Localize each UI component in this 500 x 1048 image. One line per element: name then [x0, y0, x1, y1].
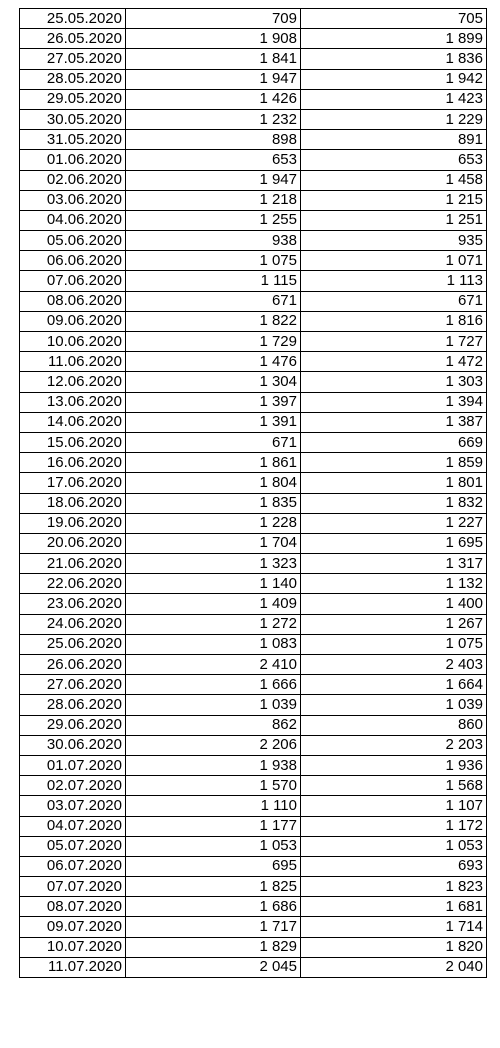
date-cell: 12.06.2020: [20, 372, 126, 392]
value-a-cell: 2 206: [126, 735, 301, 755]
table-row: [20, 231, 487, 251]
table-row: [20, 89, 487, 109]
value-b-cell: 1 859: [301, 453, 487, 473]
date-cell: 01.06.2020: [20, 150, 126, 170]
value-a-cell: 2 410: [126, 655, 301, 675]
date-cell: 07.06.2020: [20, 271, 126, 291]
value-b-cell: 669: [301, 432, 487, 452]
table-row: [20, 836, 487, 856]
date-cell: 05.06.2020: [20, 231, 126, 251]
table-row: [20, 655, 487, 675]
date-cell: 04.07.2020: [20, 816, 126, 836]
date-cell: 19.06.2020: [20, 513, 126, 533]
table-row: [20, 755, 487, 775]
date-cell: 20.06.2020: [20, 533, 126, 553]
value-b-cell: 1 227: [301, 513, 487, 533]
date-cell: 17.06.2020: [20, 473, 126, 493]
value-a-cell: 1 570: [126, 776, 301, 796]
date-cell: 26.06.2020: [20, 655, 126, 675]
date-cell: 30.06.2020: [20, 735, 126, 755]
date-cell: 11.07.2020: [20, 957, 126, 977]
table-row: [20, 29, 487, 49]
date-cell: 15.06.2020: [20, 432, 126, 452]
value-a-cell: 1 822: [126, 311, 301, 331]
table-row: [20, 130, 487, 150]
table-row: [20, 776, 487, 796]
table-row: [20, 917, 487, 937]
table-row: [20, 432, 487, 452]
value-b-cell: 1 832: [301, 493, 487, 513]
table-row: [20, 49, 487, 69]
value-a-cell: 1 908: [126, 29, 301, 49]
table-body: [20, 9, 487, 978]
table-row: [20, 352, 487, 372]
date-cell: 08.07.2020: [20, 897, 126, 917]
table-row: [20, 877, 487, 897]
date-cell: 11.06.2020: [20, 352, 126, 372]
value-a-cell: 1 232: [126, 109, 301, 129]
value-b-cell: 1 267: [301, 614, 487, 634]
table-row: [20, 473, 487, 493]
table-row: [20, 594, 487, 614]
value-a-cell: 1 255: [126, 210, 301, 230]
date-cell: 03.07.2020: [20, 796, 126, 816]
value-b-cell: 1 472: [301, 352, 487, 372]
value-a-cell: 1 272: [126, 614, 301, 634]
table-row: [20, 150, 487, 170]
value-a-cell: 1 841: [126, 49, 301, 69]
table-row: [20, 533, 487, 553]
value-a-cell: 1 115: [126, 271, 301, 291]
table-row: [20, 69, 487, 89]
date-cell: 29.05.2020: [20, 89, 126, 109]
value-a-cell: 1 228: [126, 513, 301, 533]
table-row: [20, 332, 487, 352]
data-table: [19, 8, 487, 978]
table-row: [20, 695, 487, 715]
date-cell: 22.06.2020: [20, 574, 126, 594]
value-a-cell: 898: [126, 130, 301, 150]
value-a-cell: 1 947: [126, 69, 301, 89]
value-b-cell: 1 394: [301, 392, 487, 412]
table-row: [20, 574, 487, 594]
table-row: [20, 856, 487, 876]
value-a-cell: 1 391: [126, 412, 301, 432]
table-row: [20, 392, 487, 412]
value-b-cell: 1 229: [301, 109, 487, 129]
value-b-cell: 705: [301, 9, 487, 29]
date-cell: 06.06.2020: [20, 251, 126, 271]
value-b-cell: 935: [301, 231, 487, 251]
value-a-cell: 1 083: [126, 634, 301, 654]
table-row: [20, 675, 487, 695]
value-b-cell: 1 820: [301, 937, 487, 957]
date-cell: 21.06.2020: [20, 554, 126, 574]
value-b-cell: 1 387: [301, 412, 487, 432]
table-row: [20, 291, 487, 311]
date-cell: 03.06.2020: [20, 190, 126, 210]
value-a-cell: 938: [126, 231, 301, 251]
value-a-cell: 1 409: [126, 594, 301, 614]
date-cell: 23.06.2020: [20, 594, 126, 614]
table-row: [20, 614, 487, 634]
value-a-cell: 1 861: [126, 453, 301, 473]
table-row: [20, 412, 487, 432]
value-a-cell: 1 666: [126, 675, 301, 695]
date-cell: 08.06.2020: [20, 291, 126, 311]
value-a-cell: 1 323: [126, 554, 301, 574]
value-a-cell: 1 426: [126, 89, 301, 109]
table-row: [20, 554, 487, 574]
value-b-cell: 1 695: [301, 533, 487, 553]
value-b-cell: 1 568: [301, 776, 487, 796]
date-cell: 16.06.2020: [20, 453, 126, 473]
date-cell: 13.06.2020: [20, 392, 126, 412]
date-cell: 10.07.2020: [20, 937, 126, 957]
date-cell: 06.07.2020: [20, 856, 126, 876]
value-b-cell: 1 172: [301, 816, 487, 836]
value-b-cell: 1 816: [301, 311, 487, 331]
value-b-cell: 1 303: [301, 372, 487, 392]
value-b-cell: 2 203: [301, 735, 487, 755]
table-row: [20, 372, 487, 392]
date-cell: 18.06.2020: [20, 493, 126, 513]
value-a-cell: 695: [126, 856, 301, 876]
value-a-cell: 1 053: [126, 836, 301, 856]
value-b-cell: 1 075: [301, 634, 487, 654]
date-cell: 10.06.2020: [20, 332, 126, 352]
table-row: [20, 715, 487, 735]
table-row: [20, 453, 487, 473]
value-a-cell: 1 686: [126, 897, 301, 917]
table-row: [20, 190, 487, 210]
date-cell: 26.05.2020: [20, 29, 126, 49]
value-a-cell: 1 717: [126, 917, 301, 937]
date-cell: 29.06.2020: [20, 715, 126, 735]
date-cell: 09.07.2020: [20, 917, 126, 937]
value-a-cell: 1 476: [126, 352, 301, 372]
table-row: [20, 493, 487, 513]
table-row: [20, 634, 487, 654]
value-a-cell: 1 829: [126, 937, 301, 957]
table-row: [20, 9, 487, 29]
value-b-cell: 2 403: [301, 655, 487, 675]
value-b-cell: 1 107: [301, 796, 487, 816]
date-cell: 09.06.2020: [20, 311, 126, 331]
value-a-cell: 671: [126, 291, 301, 311]
value-a-cell: 709: [126, 9, 301, 29]
value-b-cell: 1 215: [301, 190, 487, 210]
value-b-cell: 1 132: [301, 574, 487, 594]
value-a-cell: 1 804: [126, 473, 301, 493]
table-row: [20, 210, 487, 230]
value-b-cell: 1 039: [301, 695, 487, 715]
value-a-cell: 671: [126, 432, 301, 452]
date-cell: 25.05.2020: [20, 9, 126, 29]
table-row: [20, 937, 487, 957]
table-row: [20, 513, 487, 533]
value-b-cell: 891: [301, 130, 487, 150]
value-a-cell: 1 397: [126, 392, 301, 412]
value-b-cell: 1 317: [301, 554, 487, 574]
value-a-cell: 1 938: [126, 755, 301, 775]
value-b-cell: 1 664: [301, 675, 487, 695]
table-row: [20, 735, 487, 755]
value-b-cell: 693: [301, 856, 487, 876]
value-b-cell: 2 040: [301, 957, 487, 977]
value-b-cell: 1 942: [301, 69, 487, 89]
table-row: [20, 271, 487, 291]
date-cell: 05.07.2020: [20, 836, 126, 856]
date-cell: 30.05.2020: [20, 109, 126, 129]
value-a-cell: 1 835: [126, 493, 301, 513]
table-row: [20, 251, 487, 271]
value-a-cell: 2 045: [126, 957, 301, 977]
date-cell: 31.05.2020: [20, 130, 126, 150]
value-a-cell: 653: [126, 150, 301, 170]
value-a-cell: 862: [126, 715, 301, 735]
table-row: [20, 897, 487, 917]
date-cell: 27.06.2020: [20, 675, 126, 695]
value-a-cell: 1 825: [126, 877, 301, 897]
value-b-cell: 671: [301, 291, 487, 311]
value-b-cell: 1 113: [301, 271, 487, 291]
value-a-cell: 1 729: [126, 332, 301, 352]
date-cell: 14.06.2020: [20, 412, 126, 432]
date-cell: 28.06.2020: [20, 695, 126, 715]
table-row: [20, 311, 487, 331]
value-a-cell: 1 039: [126, 695, 301, 715]
value-b-cell: 653: [301, 150, 487, 170]
value-a-cell: 1 304: [126, 372, 301, 392]
value-a-cell: 1 140: [126, 574, 301, 594]
value-b-cell: 1 071: [301, 251, 487, 271]
table-row: [20, 957, 487, 977]
date-cell: 24.06.2020: [20, 614, 126, 634]
value-b-cell: 1 823: [301, 877, 487, 897]
value-b-cell: 1 400: [301, 594, 487, 614]
value-a-cell: 1 177: [126, 816, 301, 836]
date-cell: 28.05.2020: [20, 69, 126, 89]
value-b-cell: 1 727: [301, 332, 487, 352]
date-cell: 07.07.2020: [20, 877, 126, 897]
date-cell: 27.05.2020: [20, 49, 126, 69]
table-row: [20, 170, 487, 190]
value-a-cell: 1 947: [126, 170, 301, 190]
value-b-cell: 1 801: [301, 473, 487, 493]
date-cell: 02.06.2020: [20, 170, 126, 190]
value-a-cell: 1 075: [126, 251, 301, 271]
value-b-cell: 1 681: [301, 897, 487, 917]
date-cell: 25.06.2020: [20, 634, 126, 654]
date-cell: 02.07.2020: [20, 776, 126, 796]
date-cell: 04.06.2020: [20, 210, 126, 230]
table-row: [20, 796, 487, 816]
table-row: [20, 109, 487, 129]
value-b-cell: 1 458: [301, 170, 487, 190]
date-cell: 01.07.2020: [20, 755, 126, 775]
table-row: [20, 816, 487, 836]
value-b-cell: 1 899: [301, 29, 487, 49]
value-b-cell: 1 936: [301, 755, 487, 775]
value-b-cell: 1 836: [301, 49, 487, 69]
value-b-cell: 1 714: [301, 917, 487, 937]
value-b-cell: 1 251: [301, 210, 487, 230]
value-b-cell: 1 053: [301, 836, 487, 856]
value-a-cell: 1 704: [126, 533, 301, 553]
value-b-cell: 860: [301, 715, 487, 735]
value-b-cell: 1 423: [301, 89, 487, 109]
value-a-cell: 1 110: [126, 796, 301, 816]
value-a-cell: 1 218: [126, 190, 301, 210]
